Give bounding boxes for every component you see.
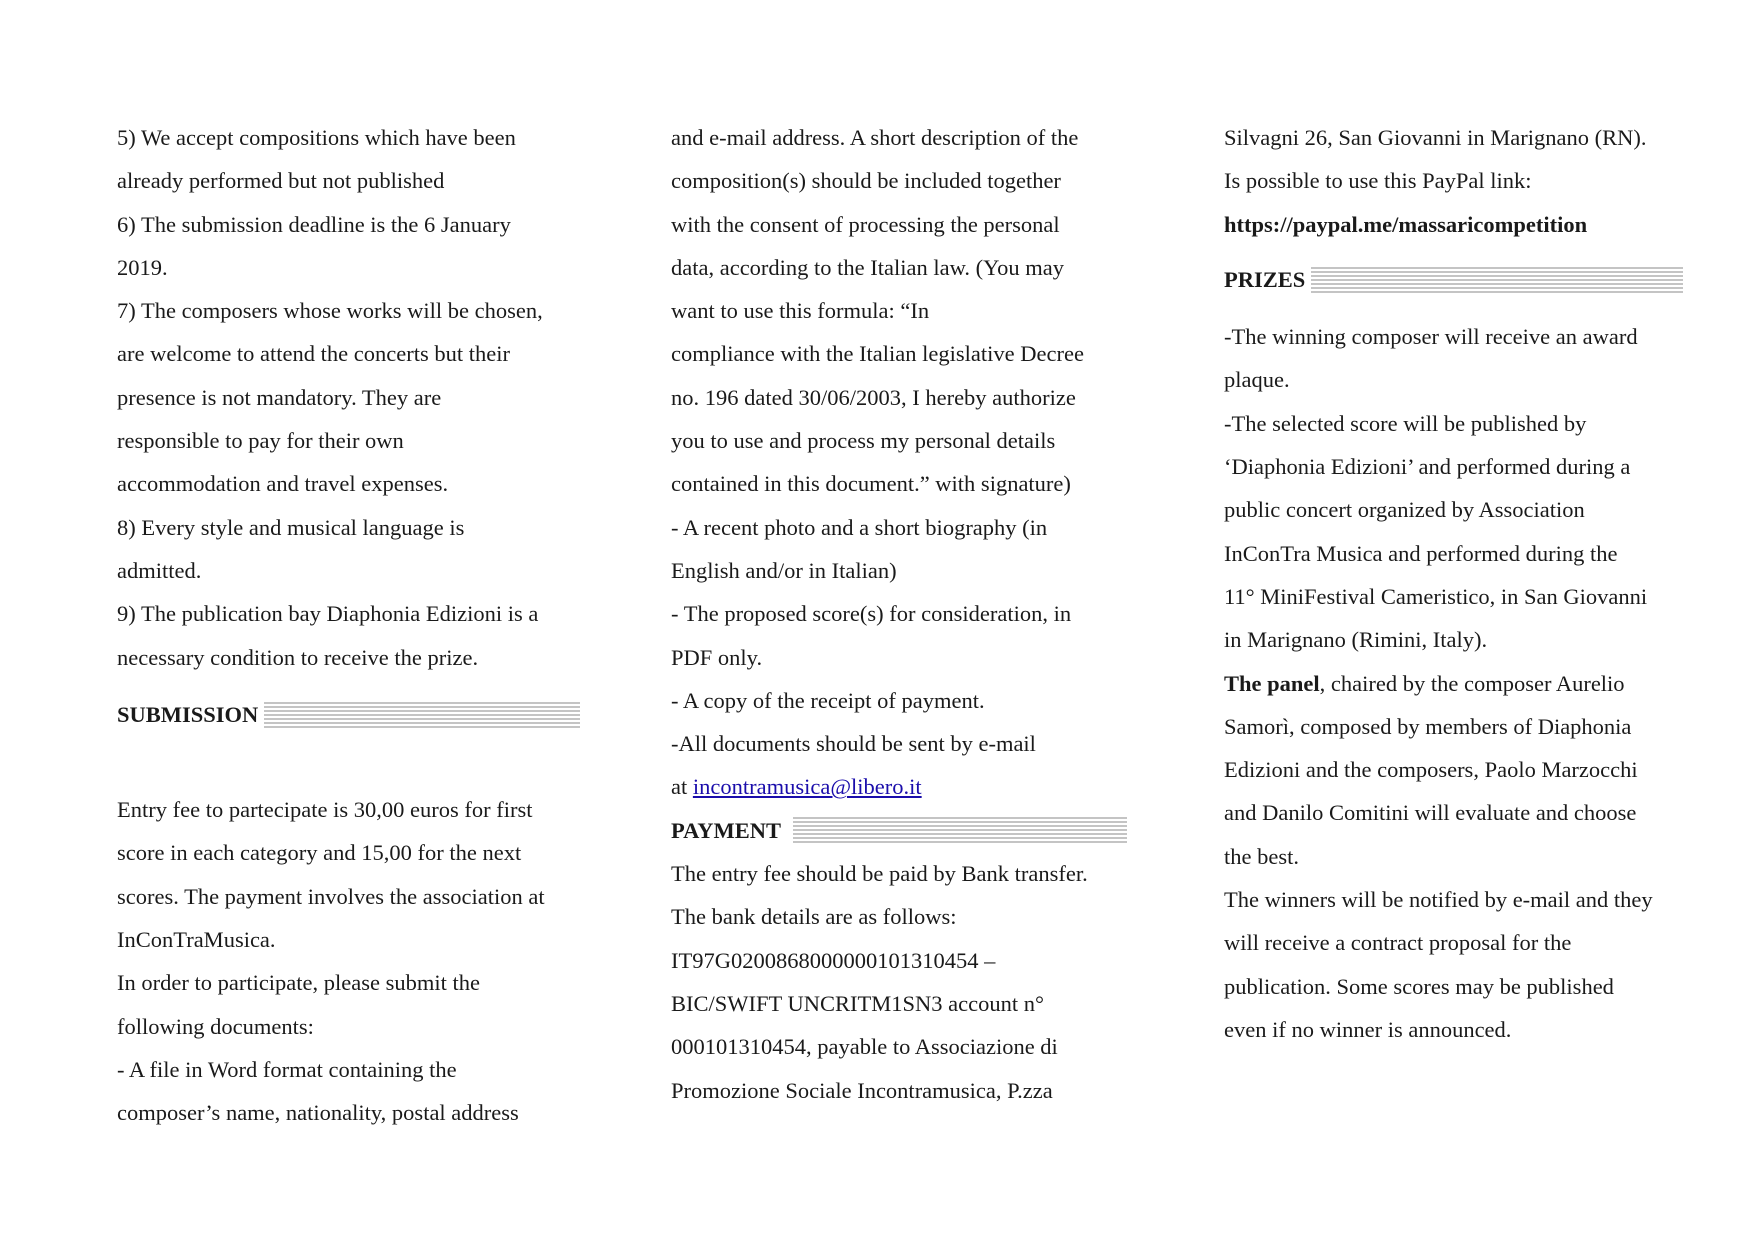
text-line: - A copy of the receipt of payment. xyxy=(671,687,985,713)
text-line: ‘Diaphonia Edizioni’ and performed during a xyxy=(1224,454,1631,480)
text-line: 9) The publication bay Diaphonia Edizioni is a xyxy=(117,601,539,627)
panel-bold: The panel xyxy=(1224,670,1320,696)
text-line: compliance with the Italian legislative Decree xyxy=(671,341,1084,367)
text-line: want to use this formula: “In xyxy=(671,298,930,324)
text-line: the best. xyxy=(1224,843,1299,869)
text-line: and Danilo Comitini will evaluate and choose xyxy=(1224,800,1637,826)
col2-lines xyxy=(671,116,1171,809)
text-line: Samorì, composed by members of Diaphonia xyxy=(1224,713,1632,739)
paypal-link: https://paypal.me/massaricompetition xyxy=(1224,211,1588,237)
col3-lines2 xyxy=(1224,315,1724,705)
text-line: even if no winner is announced. xyxy=(1224,1016,1512,1042)
text-line: - A file in Word format containing the xyxy=(117,1056,457,1082)
text-line: 8) Every style and musical language is xyxy=(117,514,465,540)
text-line: - The proposed score(s) for consideration, in xyxy=(671,601,1072,627)
text-line: -The winning composer will receive an award xyxy=(1224,324,1638,350)
text-line: IT97G0200868000000101310454 – xyxy=(671,947,996,973)
staff-lines-icon xyxy=(1311,266,1683,294)
email-prefix: at xyxy=(671,774,693,800)
text-line: and e-mail address. A short description of the xyxy=(671,125,1079,150)
text-line: presence is not mandatory. They are xyxy=(117,384,442,410)
col3-lines3 xyxy=(1224,705,1724,1051)
panel-rest: , chaired by the composer Aurelio xyxy=(1319,670,1625,696)
text-line: you to use and process my personal details xyxy=(671,428,1056,454)
col3-lines xyxy=(1224,116,1724,246)
text-line: InConTraMusica. xyxy=(117,927,276,953)
submission-heading xyxy=(117,693,617,736)
text-line: In order to participate, please submit the xyxy=(117,970,480,996)
text-line: admitted. xyxy=(117,557,202,583)
text-line: -The selected score will be published by xyxy=(1224,410,1587,436)
text-line: PDF only. xyxy=(671,644,763,670)
heading-label: PRIZES xyxy=(1224,266,1306,292)
payment-heading xyxy=(671,809,1171,852)
staff-lines-icon xyxy=(793,816,1127,844)
text-line: are welcome to attend the concerts but their xyxy=(117,341,510,367)
text-line: -All documents should be sent by e-mail xyxy=(671,731,1036,757)
text-line: The entry fee should be paid by Bank transfer. xyxy=(671,861,1088,887)
text-line: with the consent of processing the personal xyxy=(671,211,1060,237)
column-1 xyxy=(117,116,617,1135)
text-line: in Marignano (Rimini, Italy). xyxy=(1224,627,1488,653)
text-line: composition(s) should be included together xyxy=(671,168,1061,194)
text-line: data, according to the Italian law. (You may xyxy=(671,254,1065,280)
panel-line xyxy=(1224,662,1724,705)
prizes-heading xyxy=(1224,258,1724,301)
text-line: 000101310454, payable to Associazione di xyxy=(671,1034,1058,1060)
text-line: already performed but not published xyxy=(117,168,445,194)
text-line: InConTra Musica and performed during the xyxy=(1224,540,1618,566)
text-line: Silvagni 26, San Giovanni in Marignano (RN). xyxy=(1224,125,1647,150)
text-line: The winners will be notified by e-mail and they xyxy=(1224,887,1653,913)
text-line: no. 196 dated 30/06/2003, I hereby authorize xyxy=(671,384,1076,410)
staff-lines-icon xyxy=(264,701,580,729)
text-line: 5) We accept compositions which have been xyxy=(117,125,516,150)
column-2 xyxy=(671,116,1171,1112)
text-line: publication. Some scores may be published xyxy=(1224,973,1614,999)
text-line: responsible to pay for their own xyxy=(117,428,404,454)
text-line: scores. The payment involves the association at xyxy=(117,883,545,909)
text-line: - A recent photo and a short biography (in xyxy=(671,514,1048,540)
column-3 xyxy=(1224,116,1724,1051)
col1-lines xyxy=(117,116,617,679)
heading-label: PAYMENT xyxy=(671,817,782,843)
text-line: Entry fee to partecipate is 30,00 euros for first xyxy=(117,797,533,823)
text-line: 6) The submission deadline is the 6 January xyxy=(117,211,511,237)
text-line: plaque. xyxy=(1224,367,1290,393)
text-line: 2019. xyxy=(117,254,168,280)
text-line: composer’s name, nationality, postal address xyxy=(117,1100,519,1126)
text-line: 7) The composers whose works will be chosen, xyxy=(117,298,543,324)
text-line: accommodation and travel expenses. xyxy=(117,471,449,497)
text-line: score in each category and 15,00 for the next xyxy=(117,840,522,866)
text-line: Edizioni and the composers, Paolo Marzocchi xyxy=(1224,757,1638,783)
text-line: The bank details are as follows: xyxy=(671,904,957,930)
text-line: English and/or in Italian) xyxy=(671,557,897,583)
text-line: 11° MiniFestival Cameristico, in San Giovanni xyxy=(1224,583,1648,609)
text-line: contained in this document.” with signature) xyxy=(671,471,1071,497)
text-line: following documents: xyxy=(117,1013,314,1039)
heading-label: SUBMISSION xyxy=(117,701,259,727)
email-link[interactable]: incontramusica@libero.it xyxy=(692,774,922,800)
text-line: necessary condition to receive the prize. xyxy=(117,644,479,670)
col1-lines2 xyxy=(117,788,617,1134)
text-line: Promozione Sociale Incontramusica, P.zza xyxy=(671,1077,1053,1103)
email-line xyxy=(671,765,1171,808)
col2-lines2 xyxy=(671,852,1171,1112)
text-line: will receive a contract proposal for the xyxy=(1224,930,1572,956)
text-line: Is possible to use this PayPal link: xyxy=(1224,168,1532,194)
text-line: public concert organized by Association xyxy=(1224,497,1585,523)
text-line: BIC/SWIFT UNCRITM1SN3 account n° xyxy=(671,990,1044,1016)
